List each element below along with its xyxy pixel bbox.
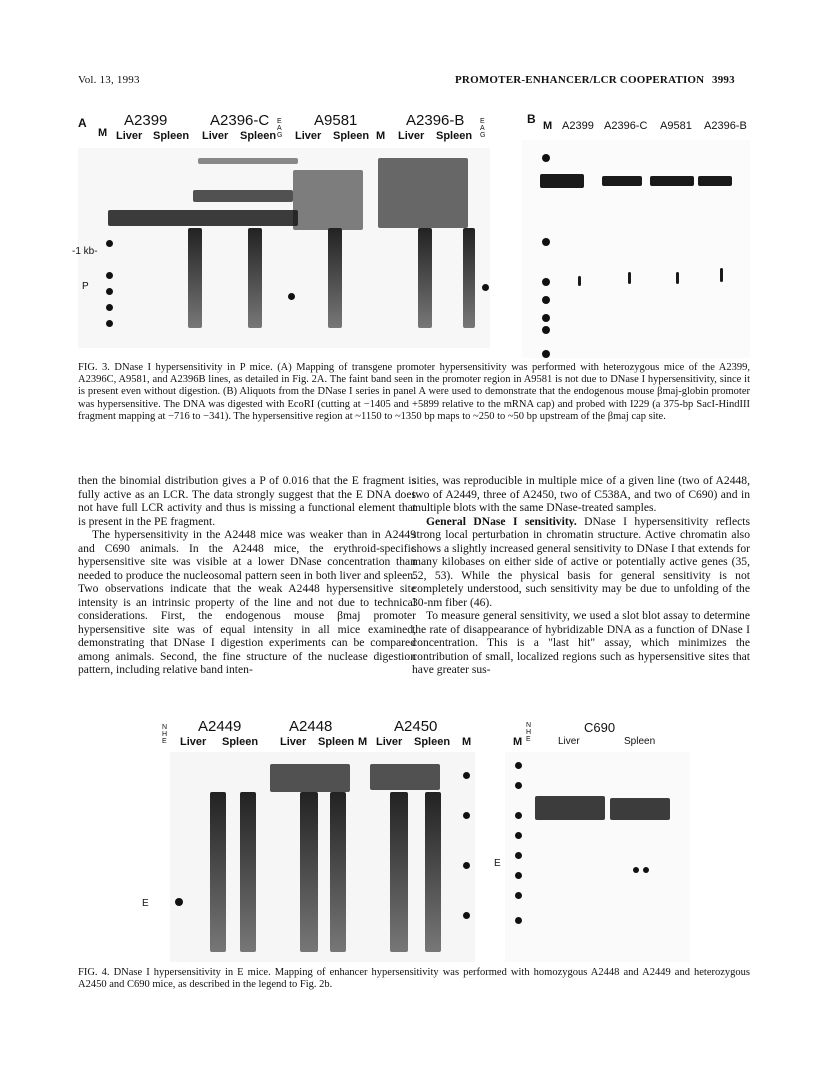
body-left-column <box>78 474 416 677</box>
fig4-caption: FIG. 4. DNase I hypersensitivity in E mice. Mapping of enhancer hypersensitivity was performed with homozygous A2448 and A2449 and heterozygous A2450 and C690 mice, as described in the legend to Fig. 2b. <box>78 967 750 991</box>
page-number: 3993 <box>712 74 735 86</box>
fig3b-line-a2399: A2399 <box>562 120 594 132</box>
fig3-panel-a-label: A <box>78 116 87 130</box>
fig3a-line-a2396c: A2396-C <box>210 112 270 129</box>
journal-volume: Vol. 13, 1993 <box>78 74 140 86</box>
fig3b-line-a2396c: A2396-C <box>604 120 648 132</box>
fig3a-a2396c-spleen: Spleen <box>240 130 277 142</box>
fig3a-a2396c-liver: Liver <box>202 130 229 142</box>
running-title: PROMOTER-ENHANCER/LCR COOPERATION <box>455 74 705 86</box>
fig4-line-c690: C690 <box>584 720 616 735</box>
fig4-lane-m1: M <box>358 736 368 748</box>
fig3a-lane-m2: M <box>376 130 386 142</box>
fig3a-gel-image <box>78 148 490 348</box>
fig4-c690-liver: Liver <box>558 736 580 747</box>
fig3a-lane-m: M <box>98 127 108 139</box>
fig3a-line-a9581: A9581 <box>314 112 358 129</box>
fig4-a2449-liver: Liver <box>180 736 207 748</box>
fig3a-line-a2399: A2399 <box>124 112 168 129</box>
fig3a-a2399-spleen: Spleen <box>153 130 190 142</box>
body-right-paragraph-1: sities, was reproducible in multiple mice of a given line (two of A2448, two of A2449, three of A2450, two of C538A, and two of C690) and in multiple blots with the same DNase-treated samples. <box>412 474 750 514</box>
fig4-lane-nhe: NHE <box>162 724 168 745</box>
fig3b-gel-image <box>522 140 750 358</box>
fig3a-line-a2396b: A2396-B <box>406 112 465 129</box>
fig4-left-gel-image <box>170 752 475 962</box>
body-right-column <box>412 474 750 677</box>
fig4-a2450-spleen: Spleen <box>414 736 451 748</box>
fig3a-eag-2: EAG <box>480 118 486 139</box>
fig3a-a9581-spleen: Spleen <box>333 130 370 142</box>
fig3b-lane-m: M <box>543 120 553 132</box>
fig4-lane-m2: M <box>462 736 472 748</box>
fig3b-line-a2396b: A2396-B <box>704 120 747 132</box>
fig3a-a2396b-spleen: Spleen <box>436 130 473 142</box>
fig4-line-a2450: A2450 <box>394 718 438 735</box>
fig3-panel-b-label: B <box>527 112 536 126</box>
fig3a-marker-p: P <box>82 281 89 292</box>
fig3a-a9581-liver: Liver <box>295 130 322 142</box>
body-left-paragraph-2: The hypersensitivity in the A2448 mice was weaker than in A2449 and C690 animals. In the A2448 mice, the erythroid-specific hypersensitive site was visible at a lower DNase concentration than needed to produce the nucleosomal pattern seen in both liver and spleen. Two observations indicate that the weak A2448 hypersensitive site intensity is an intrinsic property of the line and not due to technical considerations. First, the endogenous mouse βmaj promoter hypersensitive site was of equal intensity in all mice examined, demonstrating that DNase I digestion experiments can be compared among animals. Second, the fine structure of the nuclease digestion pattern, including relative band inten- <box>78 528 416 676</box>
body-left-paragraph-1: then the binomial distribution gives a P of 0.016 that the E fragment is fully active as an LCR. The data strongly suggest that the E DNA does not have full LCR activity and thus is missing a functional element that is present in the PE fragment. <box>78 474 416 528</box>
body-right-paragraph-3: To measure general sensitivity, we used a slot blot assay to determine the rate of disappearance of hybridizable DNA as a function of DNase I concentration. This is a "last hit" assay, which minimizes the contribution of small, localized regions such as hypersensitive sites that have greater sus- <box>412 609 750 676</box>
fig4-right-marker-e: E <box>494 858 501 869</box>
fig4-right-lane-m: M <box>513 736 523 748</box>
fig4-line-a2449: A2449 <box>198 718 242 735</box>
body-right-paragraph-2: DNase I hypersensitivity reflects strong local perturbation in chromatin structure. Active chromatin also shows a slightly increased general sensitivity to DNase I that extends for many kilobases on either side of active or potentially active genes (35, 52, 53). While the physical basis for general sensitivity is not completely understood, such sensitivity may be due to unfolding of the 30-nm fiber (46). <box>412 514 751 609</box>
fig4-line-a2448: A2448 <box>289 718 333 735</box>
fig4-right-gel-image <box>505 752 690 962</box>
fig3-caption: FIG. 3. DNase I hypersensitivity in P mice. (A) Mapping of transgene promoter hypersensitivity was performed with heterozygous mice of the A2399, A2396C, A9581, and A2396B lines, as detailed in Fig. 2A. The faint band seen in the promoter region in A9581 is not due to DNase I hypersensitivity, since it is present even without digestion. (B) Aliquots from the DNase I series in panel A were used to demonstrate that the endogenous mouse βmaj-globin promoter was hypersensitive. The DNA was digested with EcoRI (cutting at −1405 and +5899 relative to the mRNA cap) and probed with I229 (a 375-bp SacI-HindIII fragment mapping at −716 to −341). The hypersensitive region at ~1150 to ~1350 bp maps to ~250 to ~50 bp upstream of the βmaj cap site. <box>78 362 750 422</box>
fig4-left-marker-e: E <box>142 898 149 909</box>
fig3a-marker-1kb: -1 kb- <box>72 246 98 257</box>
fig4-a2448-spleen: Spleen <box>318 736 355 748</box>
fig4-a2449-spleen: Spleen <box>222 736 259 748</box>
fig3b-line-a9581: A9581 <box>660 120 692 132</box>
fig3a-a2396b-liver: Liver <box>398 130 425 142</box>
fig4-a2448-liver: Liver <box>280 736 307 748</box>
fig3a-eag-1: EAG <box>277 118 283 139</box>
section-heading-general-dnase: General DNase I sensitivity. <box>426 514 577 528</box>
fig4-c690-spleen: Spleen <box>624 736 656 747</box>
fig4-right-lane-nhe: NHE <box>526 722 532 743</box>
fig3a-a2399-liver: Liver <box>116 130 143 142</box>
fig4-a2450-liver: Liver <box>376 736 403 748</box>
